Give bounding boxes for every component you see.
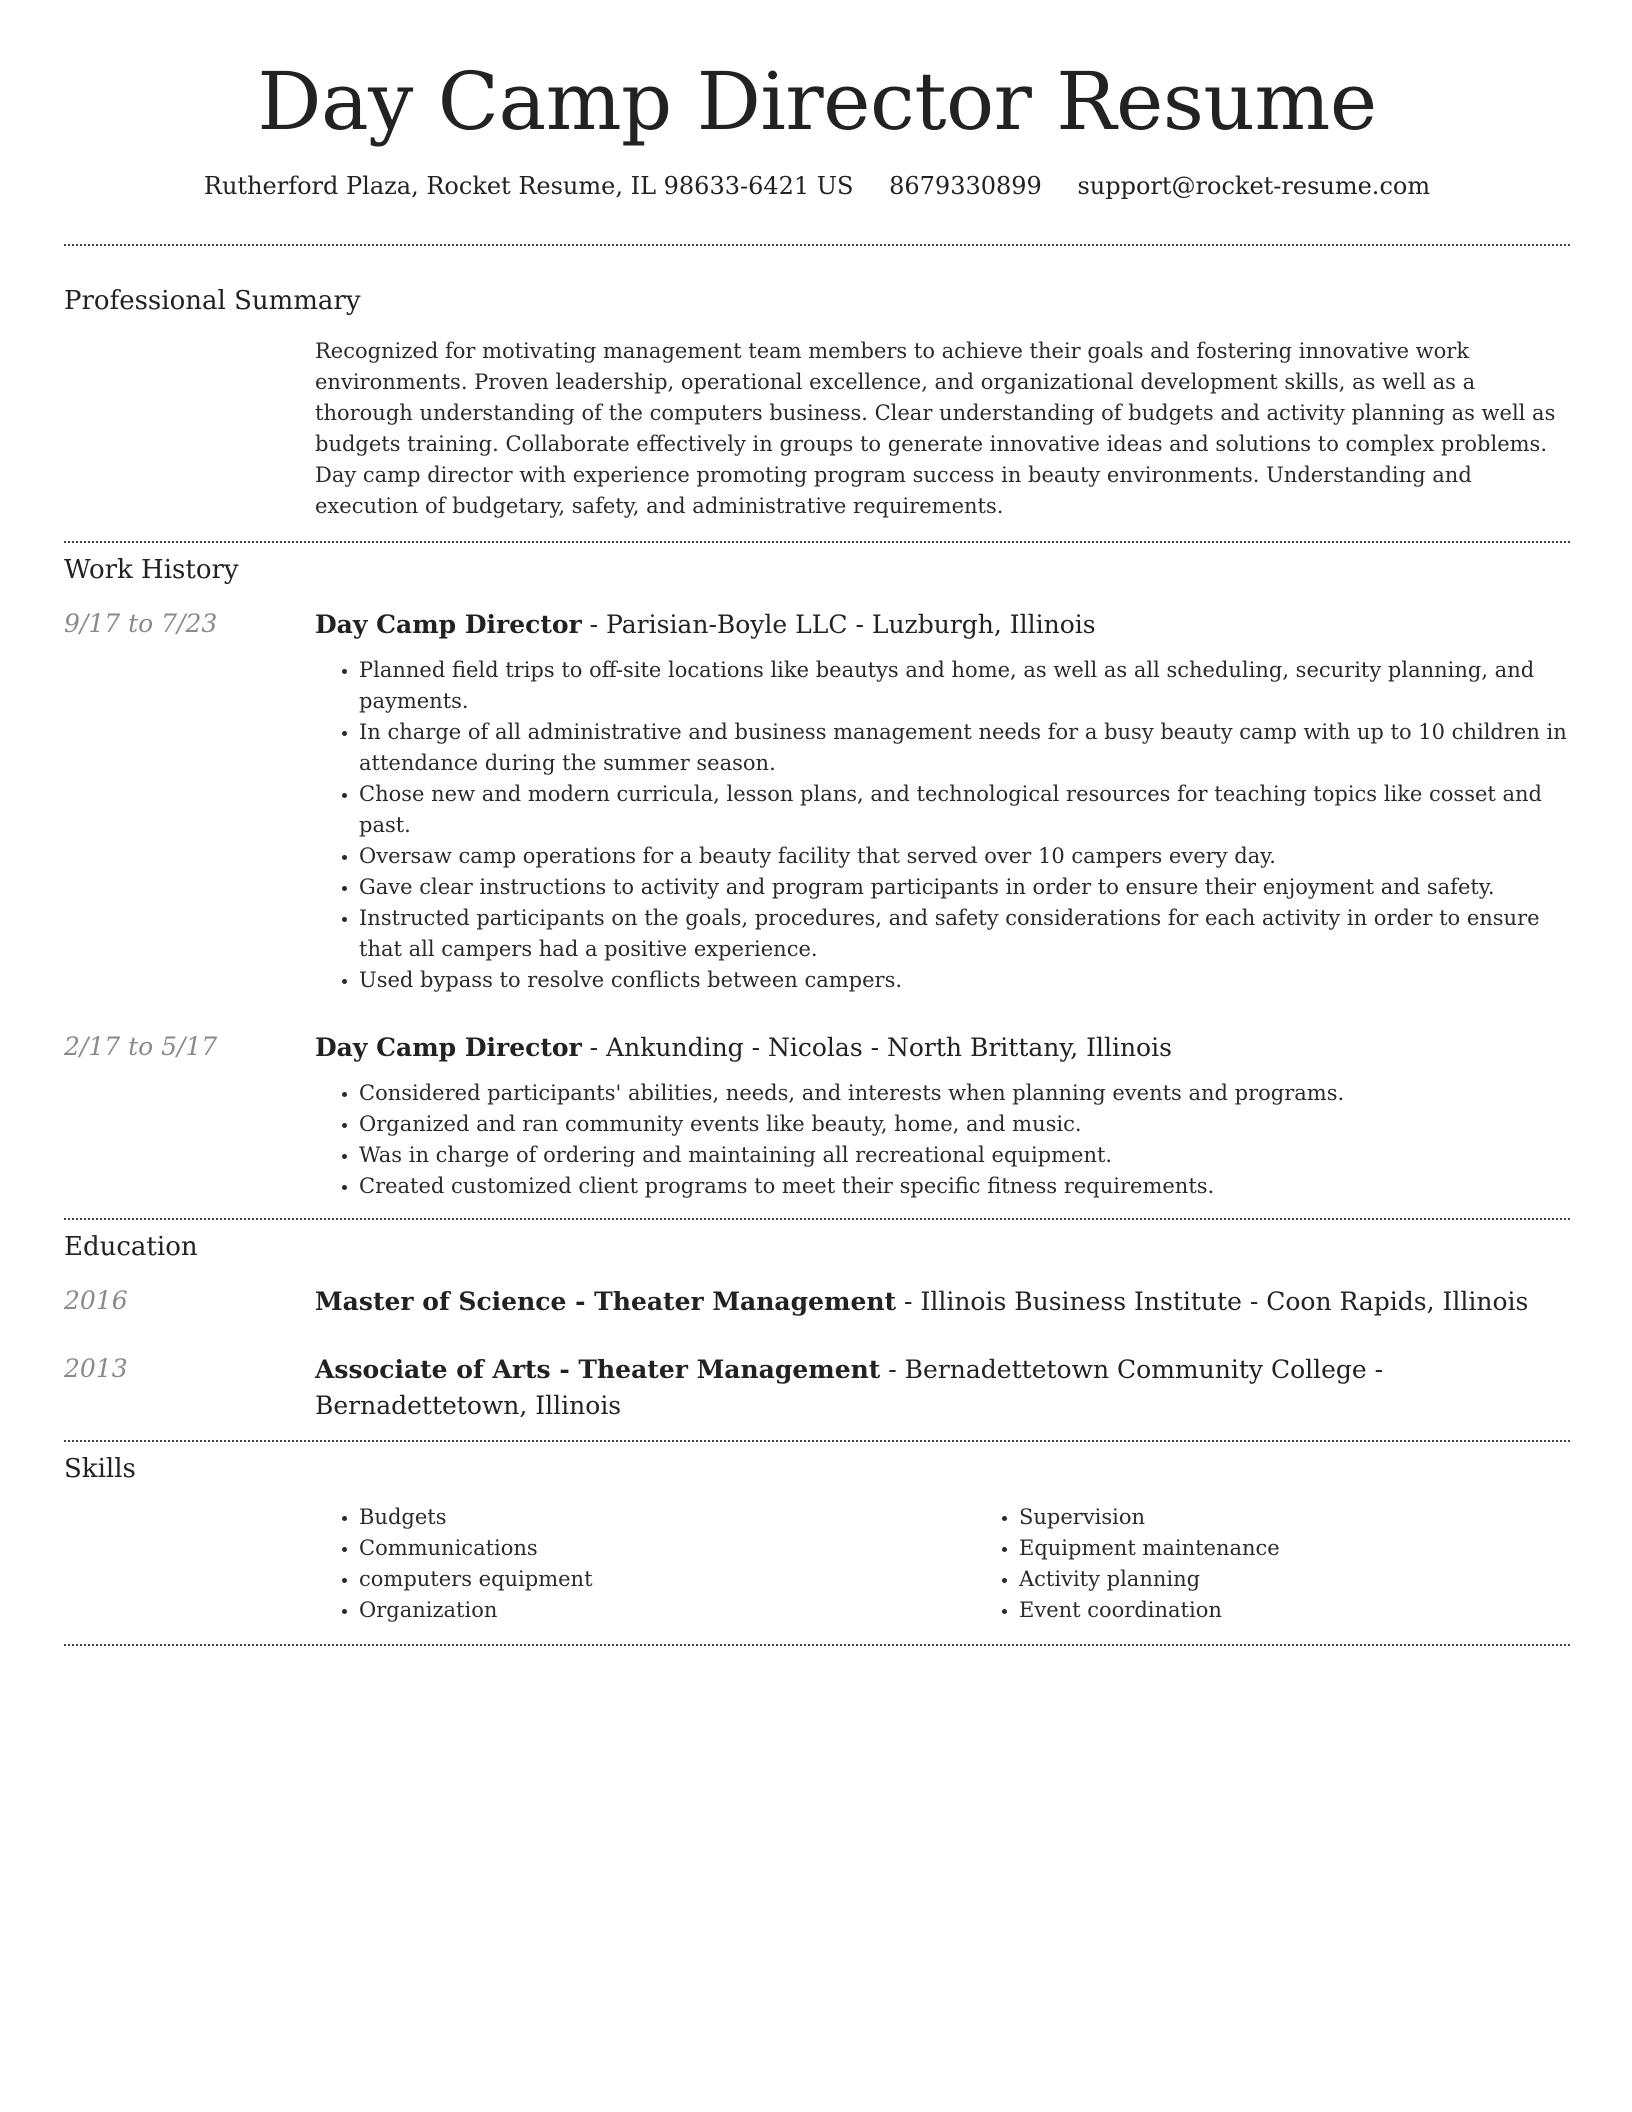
summary-spacer xyxy=(64,336,315,522)
resume-header xyxy=(64,0,1570,202)
skill-item: • computers equipment xyxy=(359,1564,975,1595)
education-school: - Bernadettetown Community College - Bernadettetown, Illinois xyxy=(315,1355,1384,1420)
resume-page xyxy=(64,0,1570,1646)
education-year: 2013 xyxy=(64,1354,128,1383)
skills-list-left xyxy=(315,1502,975,1626)
contact-phone: 8679330899 xyxy=(889,172,1042,200)
skills-section xyxy=(64,1442,1570,1626)
job-company: - Ankunding - Nicolas - North Brittany, Illinois xyxy=(581,1033,1172,1062)
list-item: • Planned field trips to off-site locations like beautys and home, as well as all scheduling, security planning, and payments. xyxy=(359,655,1570,717)
list-item: • Instructed participants on the goals, procedures, and safety considerations for each activity in order to ensure that all campers had a positive experience. xyxy=(359,903,1570,965)
education-title xyxy=(315,1352,1570,1424)
education-section xyxy=(64,1220,1570,1424)
job-bullets xyxy=(315,1078,1570,1202)
education-school: - Illinois Business Institute - Coon Rapids, Illinois xyxy=(896,1287,1529,1316)
skill-item: • Event coordination xyxy=(1019,1595,1632,1626)
contact-email: support@rocket-resume.com xyxy=(1077,172,1431,200)
work-history-section xyxy=(64,543,1570,1202)
education-title xyxy=(315,1284,1570,1320)
skill-item: • Organization xyxy=(359,1595,975,1626)
skill-item: • Budgets xyxy=(359,1502,975,1533)
education-entry xyxy=(64,1352,1570,1424)
list-item: • Considered participants' abilities, needs, and interests when planning events and programs. xyxy=(359,1078,1570,1109)
skills-list-right xyxy=(975,1502,1632,1626)
skills-lists xyxy=(315,1502,1632,1626)
job-dates: 9/17 to 7/23 xyxy=(64,609,218,638)
skill-item: • Activity planning xyxy=(1019,1564,1632,1595)
list-item: • Oversaw camp operations for a beauty facility that served over 10 campers every day. xyxy=(359,841,1570,872)
education-degree: Master of Science - Theater Management xyxy=(315,1287,897,1316)
contact-line xyxy=(64,170,1570,202)
divider xyxy=(64,1644,1570,1646)
contact-address: Rutherford Plaza, Rocket Resume, IL 98633-6421 US xyxy=(203,172,854,200)
education-year: 2016 xyxy=(64,1286,128,1315)
skill-item: • Supervision xyxy=(1019,1502,1632,1533)
summary-section xyxy=(64,246,1570,522)
education-heading: Education xyxy=(64,1232,198,1262)
education-degree: Associate of Arts - Theater Management xyxy=(315,1355,881,1384)
job-bullets xyxy=(315,655,1570,996)
list-item: • Was in charge of ordering and maintaining all recreational equipment. xyxy=(359,1140,1570,1171)
job-title xyxy=(315,1030,1570,1066)
education-entry xyxy=(64,1284,1570,1320)
list-item: • Gave clear instructions to activity and program participants in order to ensure their enjoyment and safety. xyxy=(359,872,1570,903)
summary-heading: Professional Summary xyxy=(64,286,361,316)
list-item: • Organized and ran community events like beauty, home, and music. xyxy=(359,1109,1570,1140)
skill-item: • Communications xyxy=(359,1533,975,1564)
job-entry xyxy=(64,1030,1570,1202)
list-item: • Created customized client programs to meet their specific fitness requirements. xyxy=(359,1171,1570,1202)
job-role: Day Camp Director xyxy=(315,610,582,639)
skill-item: • Equipment maintenance xyxy=(1019,1533,1632,1564)
job-entry xyxy=(64,607,1570,996)
skills-heading: Skills xyxy=(64,1454,136,1484)
job-role: Day Camp Director xyxy=(315,1033,582,1062)
job-company: - Parisian-Boyle LLC - Luzburgh, Illinois xyxy=(581,610,1096,639)
skills-spacer xyxy=(64,1502,315,1626)
resume-title: Day Camp Director Resume xyxy=(257,55,1377,148)
work-history-heading: Work History xyxy=(64,555,239,585)
job-dates: 2/17 to 5/17 xyxy=(64,1032,218,1061)
list-item: • Chose new and modern curricula, lesson plans, and technological resources for teaching topics like cosset and past. xyxy=(359,779,1570,841)
list-item: • In charge of all administrative and business management needs for a busy beauty camp with up to 10 children in attendance during the summer season. xyxy=(359,717,1570,779)
job-title xyxy=(315,607,1570,643)
list-item: • Used bypass to resolve conflicts between campers. xyxy=(359,965,1570,996)
summary-text: Recognized for motivating management team members to achieve their goals and fostering innovative work environments. Proven leadership, operational excellence, and organizational development skills, as well as a thorough understanding of the computers business. Clear understanding of budgets and activity planning as well as budgets training. Collaborate effectively in groups to generate innovative ideas and solutions to complex problems. Day camp director with experience promoting program success in beauty environments. Understanding and execution of budgetary, safety, and administrative requirements. xyxy=(315,339,1556,518)
